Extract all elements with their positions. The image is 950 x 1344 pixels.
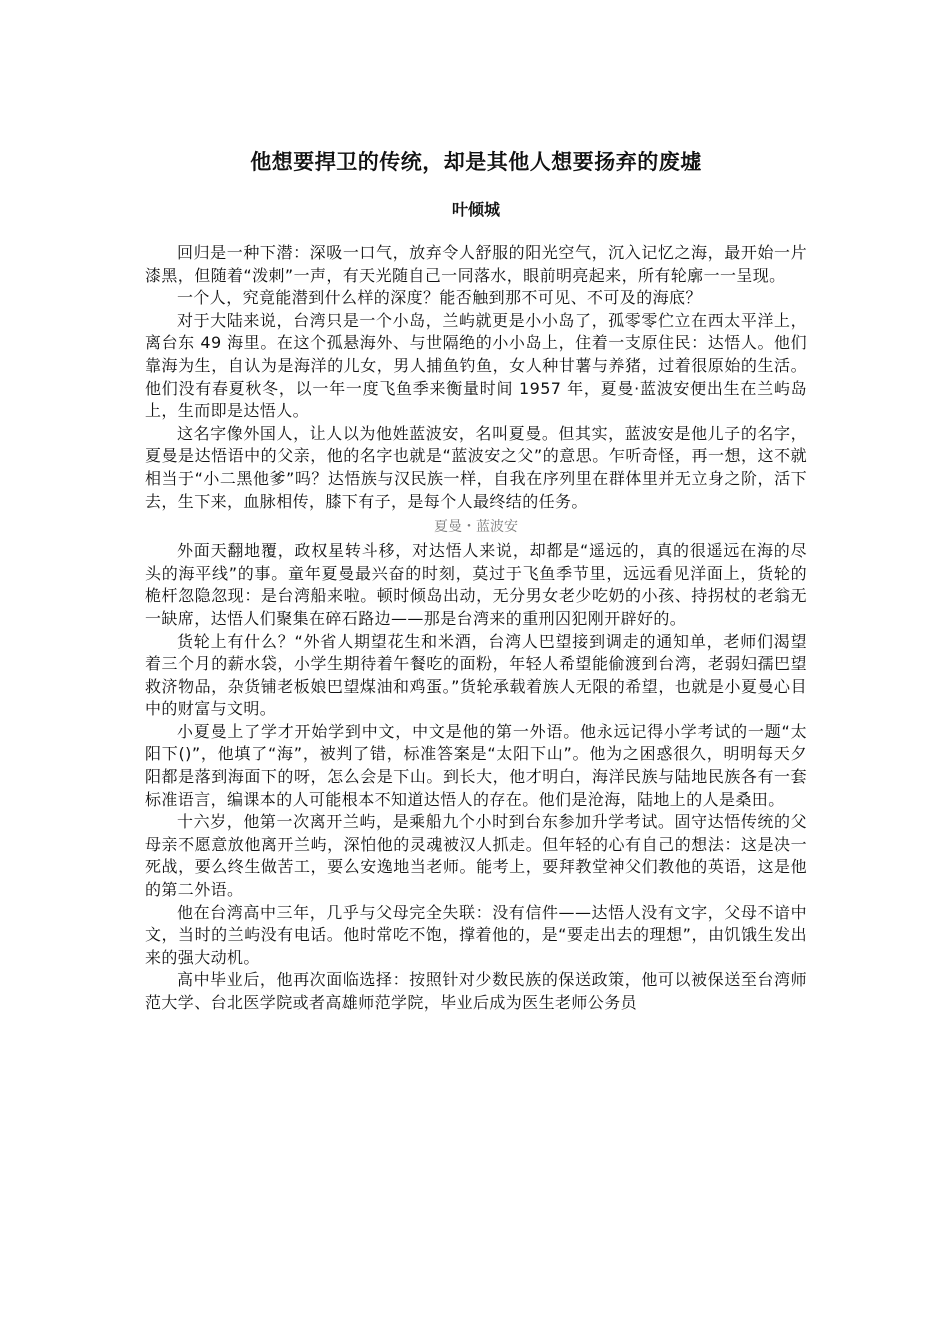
- paragraph: 小夏曼上了学才开始学到中文，中文是他的第一外语。他永远记得小学考试的一题“太阳下()”，他填了“海”，被判了错，标准答案是“太阳下山”。他为之困惑很久，明明每天夕阳都是落到海面下的呀，怎么会是下山。到长大，他才明白，海洋民族与陆地民族各有一套标准语言，编课本的人可能根本不知道达悟人的存在。他们是沧海，陆地上的人是桑田。: [145, 721, 807, 809]
- paragraph: 他在台湾高中三年，几乎与父母完全失联：没有信件——达悟人没有文字，父母不谙中文，当时的兰屿没有电话。他时常吃不饱，撑着他的，是“要走出去的理想”，由饥饿生发出来的强大动机。: [145, 902, 807, 967]
- paragraph: 高中毕业后，他再次面临选择：按照针对少数民族的保送政策，他可以被保送至台湾师范大学、台北医学院或者高雄师范学院，毕业后成为医生老师公务员: [145, 970, 807, 1012]
- paragraph: 回归是一种下潜：深吸一口气，放弃令人舒服的阳光空气，沉入记忆之海，最开始一片漆黑，但随着“泼刺”一声，有天光随自己一同落水，眼前明亮起来，所有轮廓一一呈现。: [145, 243, 807, 285]
- paragraph: 十六岁，他第一次离开兰屿，是乘船九个小时到台东参加升学考试。固守达悟传统的父母亲不愿意放他离开兰屿，深怕他的灵魂被汉人抓走。但年轻的心有自己的想法：这是决一死战，要么终生做苦工，要么安逸地当老师。能考上，要拜教堂神父们教他的英语，这是他的第二外语。: [145, 812, 807, 900]
- paragraph: 对于大陆来说，台湾只是一个小岛，兰屿就更是小小岛了，孤零零伫立在西太平洋上，离台东 49 海里。在这个孤悬海外、与世隔绝的小小岛上，住着一支原住民：达悟人。他们靠海为生，自认为是海洋的儿女，男人捕鱼钓鱼，女人种甘薯与养猪，过着很原始的生活。他们没有春夏秋冬，以一年一度飞鱼季来衡量时间 1957 年，夏曼·蓝波安便出生在兰屿岛上，生而即是达悟人。: [145, 310, 807, 421]
- paragraph: 一个人，究竟能潜到什么样的深度？能否触到那不可见、不可及的海底？: [177, 288, 702, 308]
- paragraph: 这名字像外国人，让人以为他姓蓝波安，名叫夏曼。但其实，蓝波安是他儿子的名字，夏曼是达悟语中的父亲，他的名字也就是“蓝波安之父”的意思。乍听奇怪，再一想，这不就相当于“小二黑他爹”吗？达悟族与汉民族一样，自我在序列里在群体里并无立身之阶，活下去，生下来，血脉相传，膝下有子，是每个人最终结的任务。: [145, 423, 807, 511]
- paragraph: 外面天翻地覆，政权星转斗移，对达悟人来说，却都是“遥远的，真的很遥远在海的尽头的海平线”的事。童年夏曼最兴奋的时刻，莫过于飞鱼季节里，远远看见洋面上，货轮的桅杆忽隐忽现：是台湾船来啦。顿时倾岛出动，无分男女老少吃奶的小孩、持拐杖的老翁无一缺席，达悟人们聚集在碎石路边——那是台湾来的重刑囚犯刚开辟好的。: [145, 541, 807, 628]
- image-caption: 夏曼・蓝波安: [434, 519, 518, 536]
- article-author: 叶倾城: [451, 200, 500, 219]
- paragraph: 货轮上有什么？“外省人期望花生和米酒，台湾人巴望接到调走的通知单，老师们渴望着三个月的薪水袋，小学生期待着午餐吃的面粉，年轻人希望能偷渡到台湾，老弱妇孺巴望救济物品，杂货铺老板娘巴望煤油和鸡蛋。”货轮承载着族人无限的希望，也就是小夏曼心目中的财富与文明。: [145, 631, 807, 719]
- article-page: [145, 140, 807, 1015]
- article-title: 他想要捍卫的传统，却是其他人想要扬弃的废墟: [250, 150, 702, 174]
